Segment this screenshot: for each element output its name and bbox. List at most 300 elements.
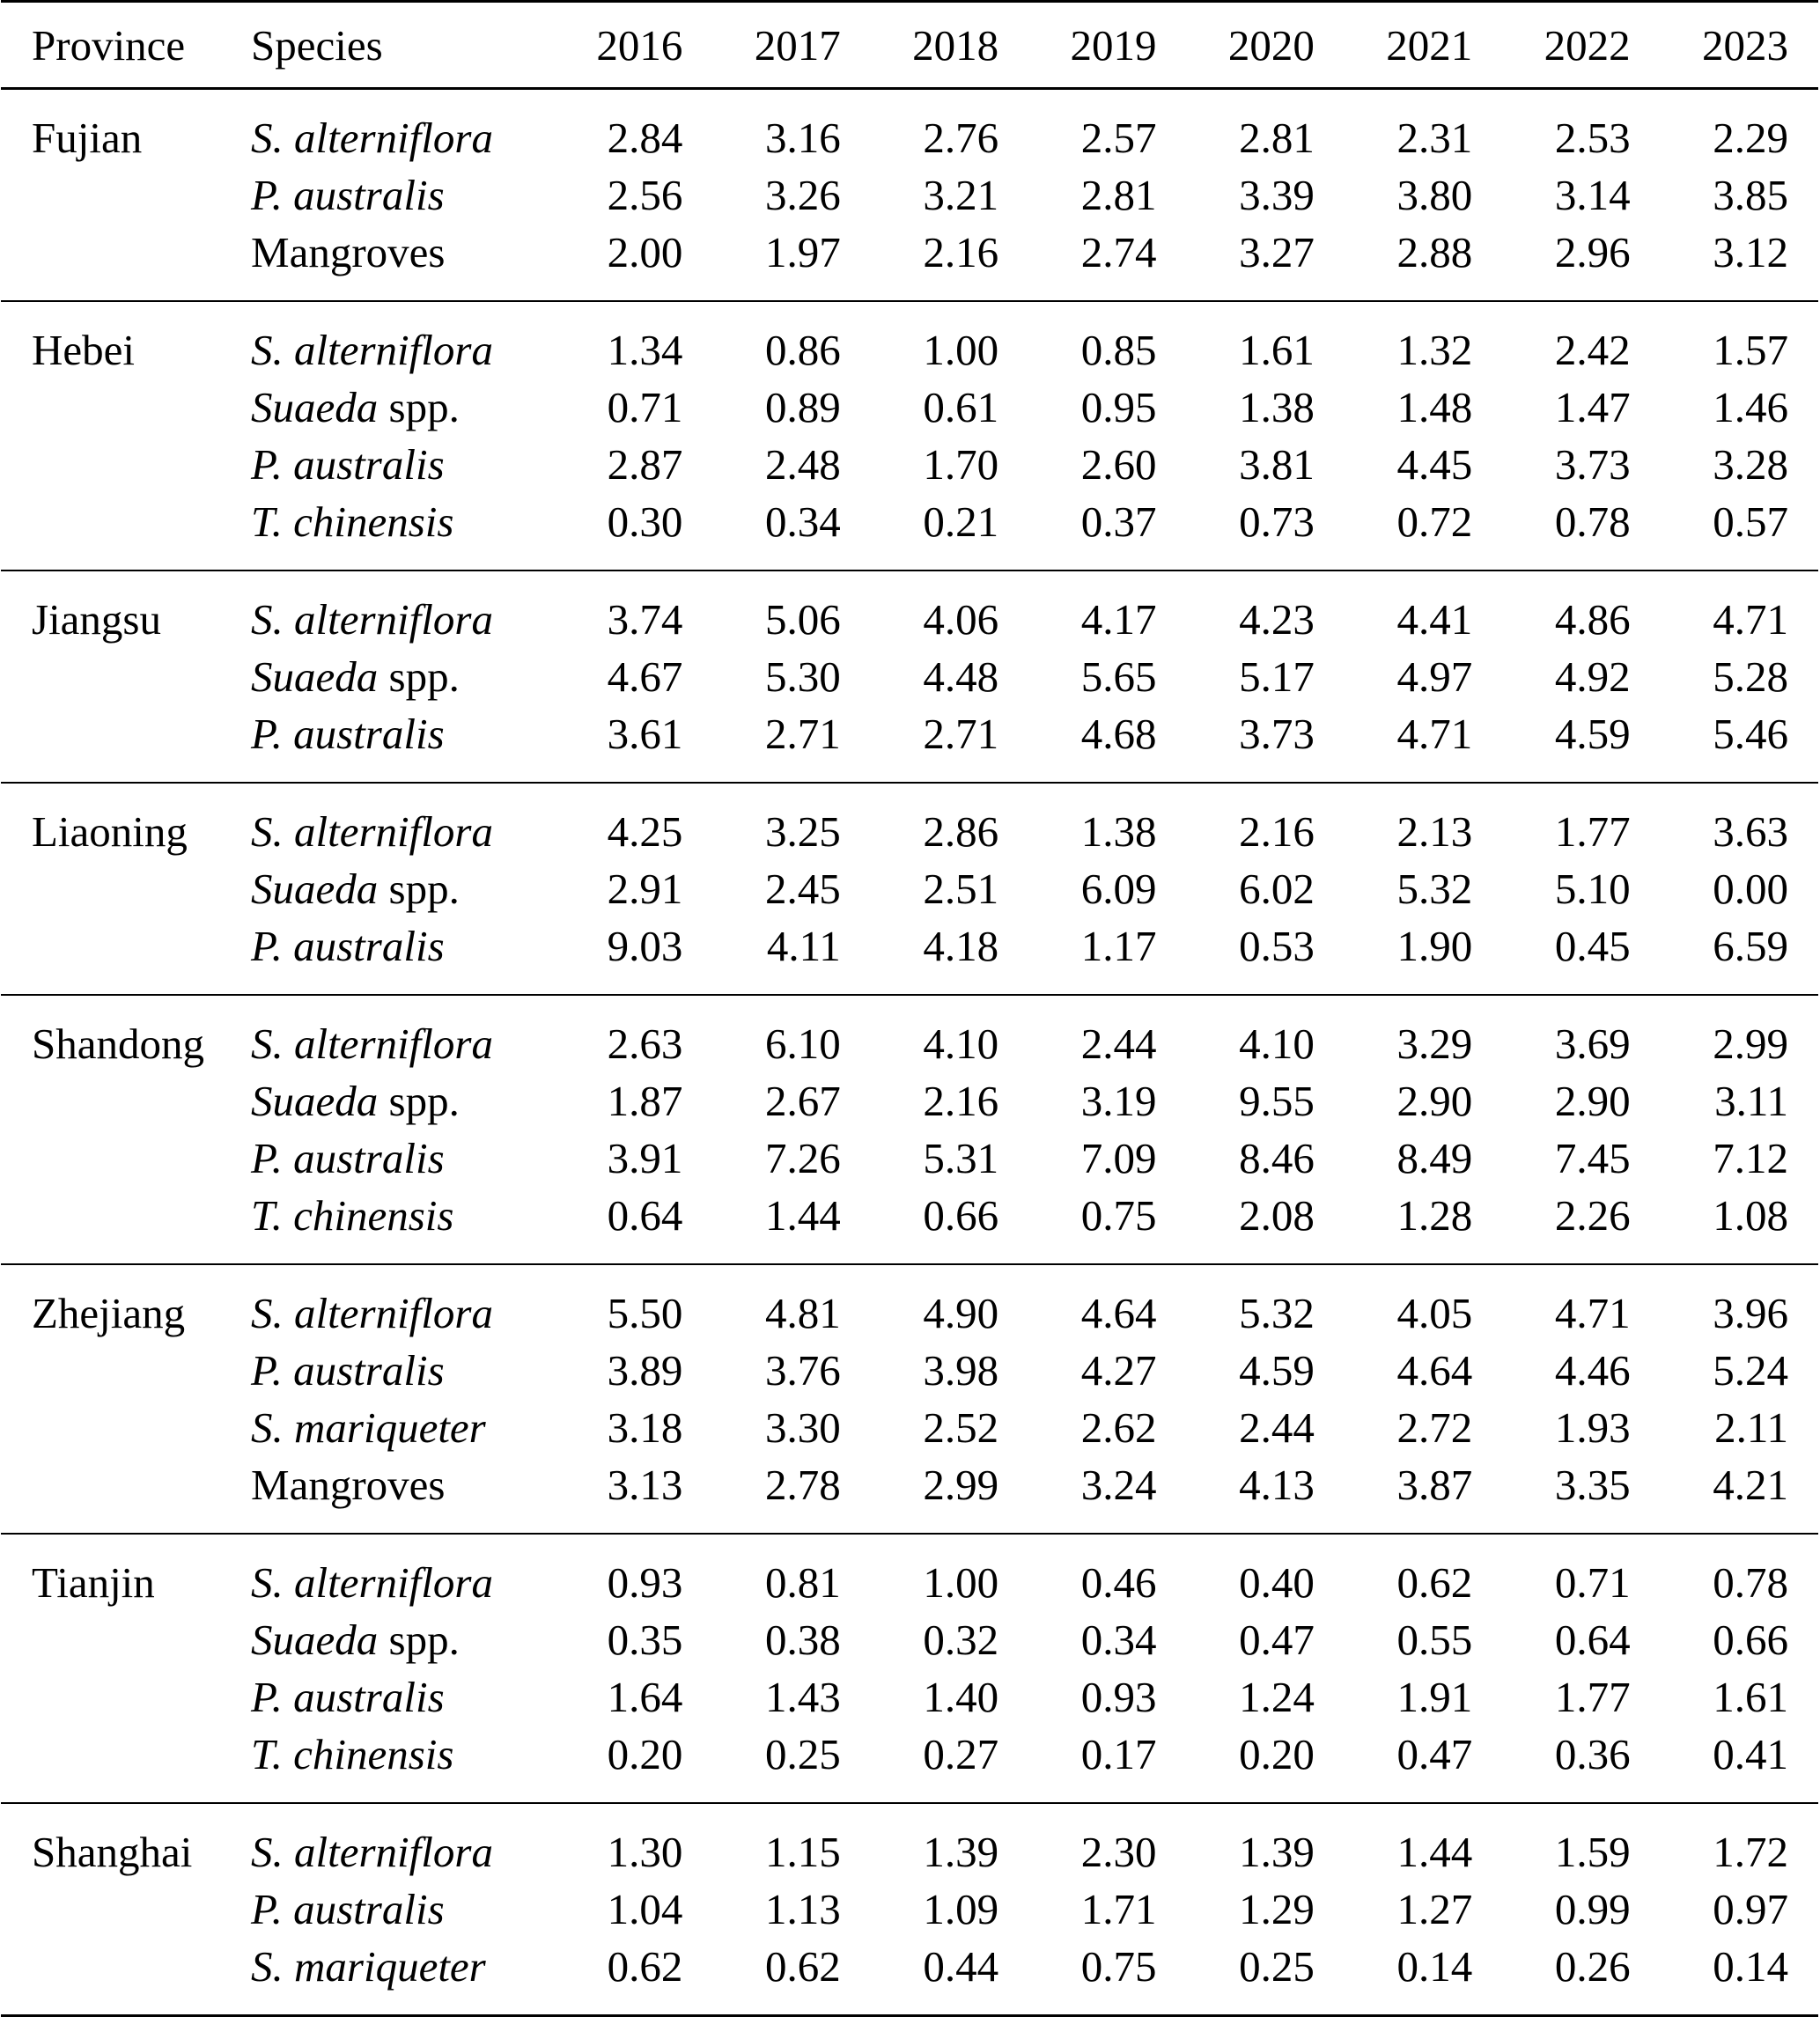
value-cell: 0.14 [1713,1942,1788,1991]
table-row [1,1342,1818,1399]
value-cell: 7.26 [765,1134,841,1182]
data-table-container [1,0,1818,2017]
value-cell: 2.44 [1239,1403,1315,1452]
value-cell: 1.72 [1713,1828,1788,1876]
value-cell: 1.57 [1713,326,1788,374]
value-cell: 3.30 [765,1403,841,1452]
value-cell: 0.97 [1713,1885,1788,1933]
value-cell: 0.62 [607,1942,683,1991]
species-name-italic: Suaeda [251,1077,379,1125]
column-header-year: 2018 [871,2,1028,89]
species-cell [251,1726,555,1803]
value-cell: 1.04 [607,1885,683,1933]
species-cell [251,1342,555,1399]
value-cell: 4.18 [923,922,999,970]
value-cell: 8.49 [1396,1134,1473,1182]
value-cell: 0.72 [1396,497,1473,546]
value-cell: 5.10 [1554,865,1631,913]
value-cell: 3.73 [1239,710,1315,758]
value-cell: 4.92 [1554,652,1631,701]
species-cell [251,783,555,860]
value-cell: 4.05 [1396,1289,1473,1337]
value-cell: 1.28 [1396,1191,1473,1240]
value-cell: 4.71 [1554,1289,1631,1337]
province-cell [1,436,251,493]
value-cell: 0.27 [923,1730,999,1778]
species-cell [251,1938,555,2016]
province-cell [1,1130,251,1187]
column-header-year: 2019 [1028,2,1186,89]
province-cell [1,1187,251,1264]
column-header-species: Species [251,2,555,89]
value-cell: 0.38 [765,1616,841,1664]
province-group [1,571,1818,783]
value-cell: 3.29 [1396,1020,1473,1068]
province-cell [1,1726,251,1803]
value-cell: 0.25 [1239,1942,1315,1991]
value-cell: 1.77 [1554,1673,1631,1721]
table-row [1,436,1818,493]
species-cell [251,493,555,571]
value-cell: 2.48 [765,440,841,489]
value-cell: 0.21 [923,497,999,546]
value-cell: 3.25 [765,807,841,856]
column-header-year: 2021 [1345,2,1502,89]
value-cell: 2.81 [1239,114,1315,162]
value-cell: 0.57 [1713,497,1788,546]
value-cell: 4.48 [923,652,999,701]
value-cell: 2.90 [1396,1077,1473,1125]
species-name-italic: S. alterniflora [251,1558,493,1607]
value-cell: 0.66 [1713,1616,1788,1664]
species-cell [251,224,555,301]
value-cell: 2.63 [607,1020,683,1068]
species-name-italic: S. alterniflora [251,595,493,644]
value-cell: 4.67 [607,652,683,701]
species-cell [251,379,555,436]
column-header-year: 2017 [712,2,870,89]
value-cell: 0.45 [1554,922,1631,970]
value-cell: 0.93 [1080,1673,1157,1721]
value-cell: 0.62 [1396,1558,1473,1607]
value-cell: 3.16 [765,114,841,162]
species-name-italic: P. australis [251,1346,445,1395]
value-cell: 0.32 [923,1616,999,1664]
species-name-italic: Suaeda [251,652,379,701]
value-cell: 2.78 [765,1461,841,1509]
value-cell: 6.02 [1239,865,1315,913]
value-cell: 1.00 [923,1558,999,1607]
value-cell: 1.40 [923,1673,999,1721]
value-cell: 5.32 [1396,865,1473,913]
value-cell: 4.59 [1554,710,1631,758]
value-cell: 2.52 [923,1403,999,1452]
value-cell: 0.34 [765,497,841,546]
value-cell: 3.26 [765,171,841,219]
value-cell: 5.50 [607,1289,683,1337]
value-cell: 4.27 [1080,1346,1157,1395]
province-cell [1,1399,251,1456]
value-cell: 4.97 [1396,652,1473,701]
value-cell: 3.21 [923,171,999,219]
value-cell: 1.44 [1396,1828,1473,1876]
species-name-text: Mangroves [251,228,446,276]
value-cell: 5.24 [1713,1346,1788,1395]
value-cell: 0.35 [607,1616,683,1664]
species-name-italic: Suaeda [251,865,379,913]
species-name-text: Mangroves [251,1461,446,1509]
species-name-text: spp. [378,1077,460,1125]
value-cell: 0.99 [1554,1885,1631,1933]
value-cell: 3.18 [607,1403,683,1452]
value-cell: 3.13 [607,1461,683,1509]
value-cell: 2.72 [1396,1403,1473,1452]
value-cell: 5.28 [1713,652,1788,701]
value-cell: 0.37 [1080,497,1157,546]
table-header [1,2,1818,89]
value-cell: 2.16 [1239,807,1315,856]
value-cell: 3.35 [1554,1461,1631,1509]
species-name-italic: S. alterniflora [251,1289,493,1337]
value-cell: 6.09 [1080,865,1157,913]
value-cell: 2.84 [607,114,683,162]
value-cell: 4.11 [766,922,841,970]
value-cell: 3.89 [607,1346,683,1395]
value-cell: 5.06 [765,595,841,644]
species-cell [251,1803,555,1881]
value-cell: 3.98 [923,1346,999,1395]
value-cell: 3.14 [1554,171,1631,219]
species-name-text: spp. [378,865,460,913]
species-name-italic: Suaeda [251,383,379,431]
species-cell [251,166,555,224]
species-name-italic: S. mariqueter [251,1403,486,1452]
species-cell [251,1072,555,1130]
value-cell: 4.17 [1080,595,1157,644]
value-cell: 1.47 [1554,383,1631,431]
value-cell: 2.71 [765,710,841,758]
species-cell [251,1881,555,1938]
species-cell [251,1611,555,1668]
table-row [1,1726,1818,1803]
province-cell: Shandong [32,1020,204,1068]
value-cell: 0.17 [1080,1730,1157,1778]
species-name-italic: P. australis [251,1134,445,1182]
species-cell [251,917,555,995]
value-cell: 3.80 [1396,171,1473,219]
value-cell: 2.99 [1713,1020,1788,1068]
value-cell: 0.47 [1239,1616,1315,1664]
value-cell: 2.31 [1396,114,1473,162]
value-cell: 4.23 [1239,595,1315,644]
value-cell: 4.06 [923,595,999,644]
species-name-italic: T. chinensis [251,1191,454,1240]
value-cell: 1.38 [1239,383,1315,431]
value-cell: 4.90 [923,1289,999,1337]
value-cell: 0.34 [1080,1616,1157,1664]
province-group [1,1803,1818,2016]
species-name-italic: S. alterniflora [251,1828,493,1876]
value-cell: 4.21 [1713,1461,1788,1509]
species-name-italic: P. australis [251,1885,445,1933]
value-cell: 1.97 [765,228,841,276]
value-cell: 5.32 [1239,1289,1315,1337]
value-cell: 1.17 [1080,922,1157,970]
species-cell [251,1399,555,1456]
table-row [1,1881,1818,1938]
species-cell [251,1668,555,1726]
value-cell: 0.00 [1713,865,1788,913]
column-header-year: 2016 [555,2,712,89]
value-cell: 7.09 [1080,1134,1157,1182]
value-cell: 1.93 [1554,1403,1631,1452]
province-group [1,995,1818,1264]
value-cell: 3.27 [1239,228,1315,276]
value-cell: 4.59 [1239,1346,1315,1395]
value-cell: 4.10 [923,1020,999,1068]
species-cell [251,1456,555,1534]
value-cell: 2.51 [923,865,999,913]
species-name-italic: P. australis [251,710,445,758]
value-cell: 1.29 [1239,1885,1315,1933]
value-cell: 1.38 [1080,807,1157,856]
table-row [1,1611,1818,1668]
value-cell: 3.11 [1714,1077,1788,1125]
value-cell: 5.30 [765,652,841,701]
species-cell [251,705,555,783]
value-cell: 1.44 [765,1191,841,1240]
value-cell: 6.10 [765,1020,841,1068]
value-cell: 7.12 [1713,1134,1788,1182]
value-cell: 1.64 [607,1673,683,1721]
species-cell [251,1130,555,1187]
value-cell: 3.85 [1713,171,1788,219]
value-cell: 0.41 [1713,1730,1788,1778]
province-cell [1,917,251,995]
value-cell: 1.32 [1396,326,1473,374]
value-cell: 1.61 [1713,1673,1788,1721]
value-cell: 2.67 [765,1077,841,1125]
value-cell: 3.96 [1713,1289,1788,1337]
value-cell: 0.71 [607,383,683,431]
value-cell: 0.75 [1080,1942,1157,1991]
province-cell [1,1342,251,1399]
value-cell: 2.16 [923,1077,999,1125]
value-cell: 0.78 [1713,1558,1788,1607]
province-group [1,783,1818,995]
value-cell: 1.27 [1396,1885,1473,1933]
species-name-italic: T. chinensis [251,497,454,546]
value-cell: 0.25 [765,1730,841,1778]
table-row [1,166,1818,224]
species-name-text: spp. [378,652,460,701]
table-row [1,1456,1818,1534]
species-name-italic: S. alterniflora [251,114,493,162]
province-cell [1,224,251,301]
value-cell: 1.48 [1396,383,1473,431]
table-row [1,1130,1818,1187]
value-cell: 4.86 [1554,595,1631,644]
value-cell: 5.46 [1713,710,1788,758]
value-cell: 2.08 [1239,1191,1315,1240]
value-cell: 4.46 [1554,1346,1631,1395]
species-name-italic: P. australis [251,1673,445,1721]
province-cell [1,1938,251,2016]
value-cell: 6.59 [1713,922,1788,970]
province-cell [1,166,251,224]
column-header-year: 2022 [1502,2,1660,89]
species-cell [251,89,555,167]
value-cell: 2.11 [1714,1403,1788,1452]
value-cell: 3.12 [1713,228,1788,276]
value-cell: 1.43 [765,1673,841,1721]
value-cell: 2.76 [923,114,999,162]
value-cell: 1.00 [923,326,999,374]
value-cell: 2.91 [607,865,683,913]
value-cell: 0.36 [1554,1730,1631,1778]
province-cell [1,705,251,783]
province-group [1,301,1818,571]
species-cell [251,1264,555,1342]
value-cell: 4.64 [1080,1289,1157,1337]
value-cell: 1.70 [923,440,999,489]
species-cell [251,860,555,917]
value-cell: 3.39 [1239,171,1315,219]
value-cell: 2.16 [923,228,999,276]
value-cell: 2.30 [1080,1828,1157,1876]
value-cell: 1.30 [607,1828,683,1876]
species-cell [251,301,555,379]
value-cell: 2.87 [607,440,683,489]
province-cell [1,1668,251,1726]
value-cell: 0.40 [1239,1558,1315,1607]
value-cell: 0.75 [1080,1191,1157,1240]
value-cell: 1.39 [1239,1828,1315,1876]
value-cell: 0.47 [1396,1730,1473,1778]
value-cell: 5.17 [1239,652,1315,701]
species-name-text: spp. [378,1616,460,1664]
province-group [1,1264,1818,1534]
value-cell: 1.91 [1396,1673,1473,1721]
table-row [1,379,1818,436]
value-cell: 2.53 [1554,114,1631,162]
value-cell: 0.62 [765,1942,841,1991]
value-cell: 2.81 [1080,171,1157,219]
species-name-italic: S. mariqueter [251,1942,486,1991]
table-row [1,917,1818,995]
value-cell: 4.25 [607,807,683,856]
value-cell: 0.53 [1239,922,1315,970]
table-row [1,224,1818,301]
value-cell: 3.91 [607,1134,683,1182]
value-cell: 2.00 [607,228,683,276]
value-cell: 0.64 [607,1191,683,1240]
value-cell: 0.93 [607,1558,683,1607]
value-cell: 1.71 [1080,1885,1157,1933]
species-cell [251,1534,555,1611]
value-cell: 3.28 [1713,440,1788,489]
province-cell: Zhejiang [32,1289,186,1337]
value-cell: 1.90 [1396,922,1473,970]
header-row [1,2,1818,89]
value-cell: 1.34 [607,326,683,374]
table-row [1,89,1818,167]
value-cell: 1.08 [1713,1191,1788,1240]
value-cell: 1.77 [1554,807,1631,856]
value-cell: 3.87 [1396,1461,1473,1509]
table-row [1,648,1818,705]
value-cell: 3.81 [1239,440,1315,489]
value-cell: 1.24 [1239,1673,1315,1721]
table-row [1,1399,1818,1456]
species-cell [251,1187,555,1264]
province-cell [1,493,251,571]
province-group [1,1534,1818,1803]
value-cell: 0.20 [1239,1730,1315,1778]
table-row [1,301,1818,379]
value-cell: 1.87 [607,1077,683,1125]
value-cell: 4.13 [1239,1461,1315,1509]
species-name-italic: S. alterniflora [251,1020,493,1068]
province-cell [1,1072,251,1130]
species-cell [251,571,555,648]
table-row [1,783,1818,860]
province-cell: Liaoning [32,807,188,856]
column-header-year: 2023 [1661,2,1818,89]
value-cell: 7.45 [1554,1134,1631,1182]
value-cell: 3.73 [1554,440,1631,489]
value-cell: 2.90 [1554,1077,1631,1125]
value-cell: 9.55 [1239,1077,1315,1125]
value-cell: 2.13 [1396,807,1473,856]
value-cell: 3.74 [607,595,683,644]
species-cell [251,648,555,705]
table-row [1,1803,1818,1881]
species-name-italic: Suaeda [251,1616,379,1664]
species-name-italic: P. australis [251,440,445,489]
value-cell: 0.73 [1239,497,1315,546]
province-cell: Shanghai [32,1828,193,1876]
value-cell: 4.45 [1396,440,1473,489]
value-cell: 0.86 [765,326,841,374]
value-cell: 4.10 [1239,1020,1315,1068]
value-cell: 1.59 [1554,1828,1631,1876]
value-cell: 4.64 [1396,1346,1473,1395]
value-cell: 2.29 [1713,114,1788,162]
value-cell: 8.46 [1239,1134,1315,1182]
value-cell: 3.24 [1080,1461,1157,1509]
value-cell: 0.46 [1080,1558,1157,1607]
column-header-year: 2020 [1187,2,1345,89]
province-cell [1,860,251,917]
value-cell: 2.74 [1080,228,1157,276]
value-cell: 3.76 [765,1346,841,1395]
value-cell: 1.09 [923,1885,999,1933]
value-cell: 4.68 [1080,710,1157,758]
value-cell: 4.41 [1396,595,1473,644]
species-name-italic: P. australis [251,922,445,970]
table-row [1,1938,1818,2016]
province-cell: Hebei [32,326,135,374]
value-cell: 0.14 [1396,1942,1473,1991]
value-cell: 3.69 [1554,1020,1631,1068]
value-cell: 0.64 [1554,1616,1631,1664]
species-cell [251,436,555,493]
value-cell: 2.45 [765,865,841,913]
table-row [1,1264,1818,1342]
value-cell: 0.71 [1554,1558,1631,1607]
value-cell: 3.19 [1080,1077,1157,1125]
